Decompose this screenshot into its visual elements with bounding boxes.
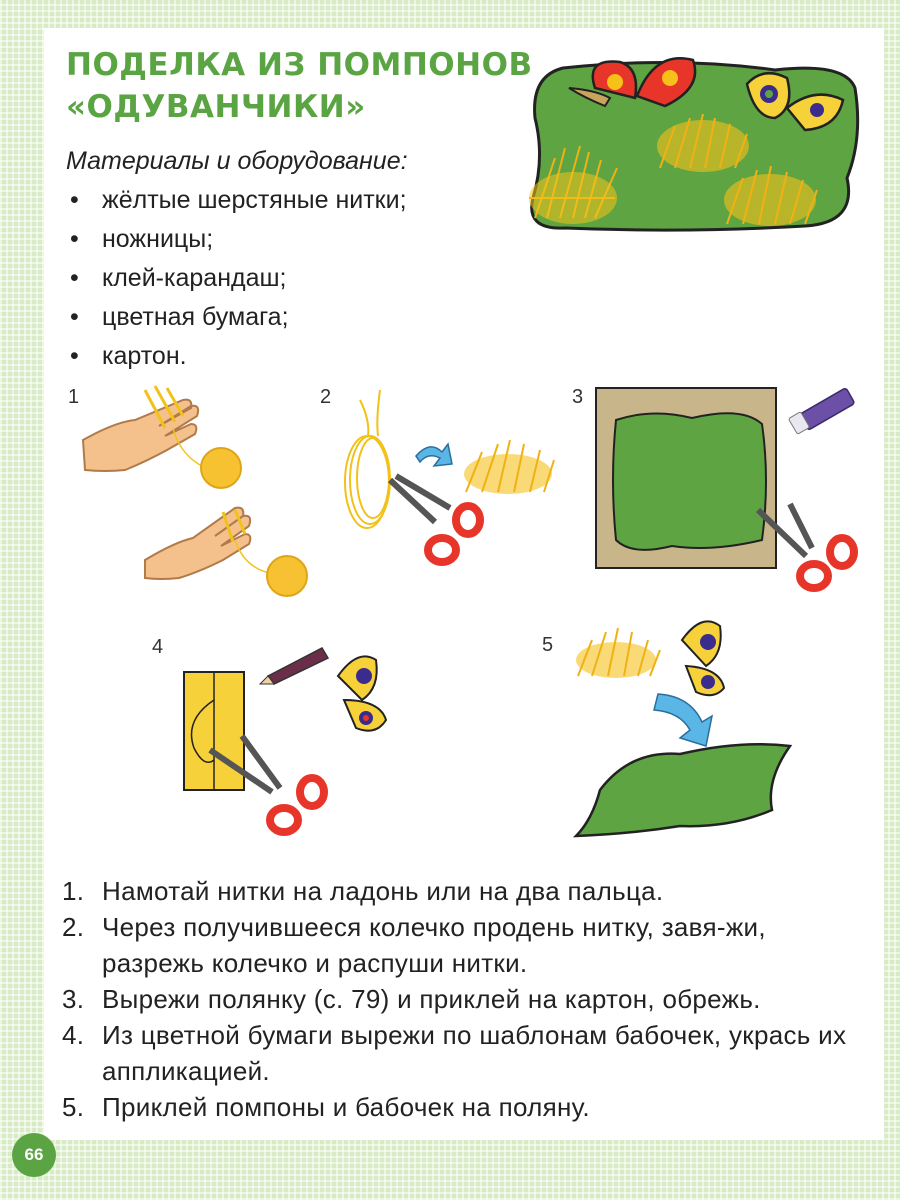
step-number-2: 2 xyxy=(320,386,332,408)
step-3-illustration xyxy=(592,380,870,610)
instruction-text: Из цветной бумаги вырежи по шаблонам бабочек, укрась их аппликацией. xyxy=(102,1020,847,1086)
instruction-number: 2. xyxy=(62,912,85,942)
butterfly-icon xyxy=(338,656,386,730)
page-title xyxy=(66,44,533,128)
instruction-item xyxy=(62,981,870,1017)
step-number-1: 1 xyxy=(68,386,80,408)
step-number-5: 5 xyxy=(542,634,554,656)
materials-item: • клей-карандаш; xyxy=(66,259,506,298)
arrow-icon xyxy=(654,694,712,746)
meadow-shape xyxy=(613,413,766,550)
instruction-text: Приклей помпоны и бабочек на поляну. xyxy=(102,1092,590,1122)
instruction-item xyxy=(62,873,870,909)
hand-icon xyxy=(145,508,250,579)
butterfly-icon xyxy=(682,621,724,695)
yarn-ball-icon xyxy=(201,448,241,488)
instruction-item xyxy=(62,1089,870,1125)
instruction-number: 1. xyxy=(62,876,85,906)
materials-item: • цветная бумага; xyxy=(66,298,506,337)
page-number-badge: 66 xyxy=(12,1133,56,1177)
instruction-text: Вырежи полянку (с. 79) и приклей на картон, обрежь. xyxy=(102,984,761,1014)
instruction-item xyxy=(62,909,870,981)
instructions-list xyxy=(62,873,870,1125)
materials-item: • ножницы; xyxy=(66,220,506,259)
instruction-number: 4. xyxy=(62,1020,85,1050)
hand-icon xyxy=(83,386,198,471)
instruction-number: 3. xyxy=(62,984,85,1014)
meadow-shape xyxy=(576,744,790,836)
step-5-illustration xyxy=(570,610,800,850)
step-1-illustration xyxy=(75,380,320,605)
materials-item: • жёлтые шерстяные нитки; xyxy=(66,181,506,220)
arrow-icon xyxy=(416,444,452,466)
instruction-text: Через получившееся колечко продень нитку, завя-жи, разрежь колечко и распуши нитки. xyxy=(102,912,766,978)
step-number-4: 4 xyxy=(152,636,164,658)
step-number-3: 3 xyxy=(572,386,584,408)
materials-section xyxy=(66,142,506,376)
materials-heading: Материалы и оборудование: xyxy=(66,147,408,175)
step-2-illustration xyxy=(340,380,570,580)
materials-item: • картон. xyxy=(66,337,506,376)
instruction-item xyxy=(62,1017,870,1089)
title-line-1: ПОДЕЛКА ИЗ ПОМПОНОВ xyxy=(66,47,533,83)
materials-list xyxy=(66,181,506,376)
pompom-icon xyxy=(576,628,660,678)
step-4-illustration xyxy=(180,640,400,850)
yarn-ball-icon xyxy=(267,556,307,596)
instruction-text: Намотай нитки на ладонь или на два пальца. xyxy=(102,876,664,906)
pompom-icon xyxy=(464,440,554,494)
yarn-loop-icon xyxy=(345,390,390,528)
pencil-icon xyxy=(260,648,328,684)
finished-craft-illustration xyxy=(525,48,870,240)
title-line-2: «ОДУВАНЧИКИ» xyxy=(66,89,366,125)
glue-stick-icon xyxy=(788,388,854,435)
instruction-number: 5. xyxy=(62,1092,85,1122)
